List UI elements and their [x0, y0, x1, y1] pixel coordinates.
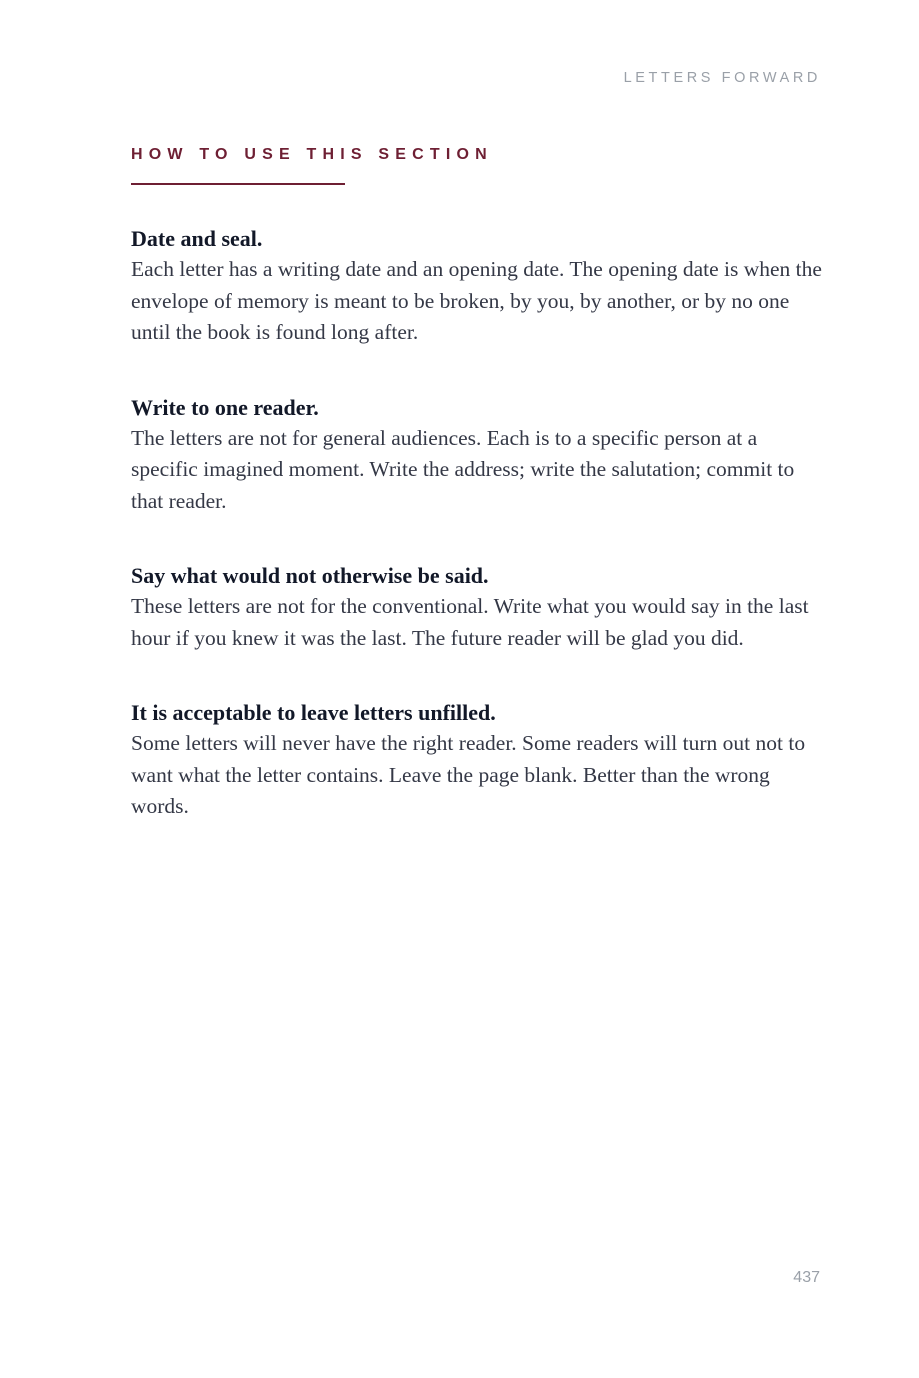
entry-heading: It is acceptable to leave letters unfilled. — [131, 700, 496, 725]
entry-body: These letters are not for the conventional. Write what you would say in the last hour if you knew it was the last. The future reader will be glad you did. — [131, 594, 809, 650]
page-number: 437 — [793, 1269, 820, 1286]
section-label: HOW TO USE THIS SECTION — [131, 146, 493, 163]
entry-body: Some letters will never have the right reader. Some readers will turn out not to want what the letter contains. Leave the page blank. Better than the wrong words. — [131, 731, 806, 818]
entry-heading: Date and seal. — [131, 226, 263, 251]
entry-body: The letters are not for general audiences. Each is to a specific person at a specific imagined moment. Write the address; write the salutation; commit to that reader. — [131, 425, 795, 513]
entry-heading: Say what would not otherwise be said. — [131, 563, 489, 588]
entry-say-what-would-not-be-said — [131, 560, 823, 654]
entry-body: Each letter has a writing date and an opening date. The opening date is when the envelope of memory is meant to be broken, by you, by another, or by no one until the book is found long after. — [131, 257, 822, 344]
entry-date-and-seal — [131, 223, 823, 349]
entry-heading: Write to one reader. — [131, 394, 319, 420]
section-rule — [131, 183, 345, 185]
entries-list — [131, 223, 823, 823]
entry-write-to-one-reader — [131, 392, 823, 518]
running-head: LETTERS FORWARD — [623, 70, 821, 86]
entry-leave-letters-unfilled — [131, 697, 823, 823]
